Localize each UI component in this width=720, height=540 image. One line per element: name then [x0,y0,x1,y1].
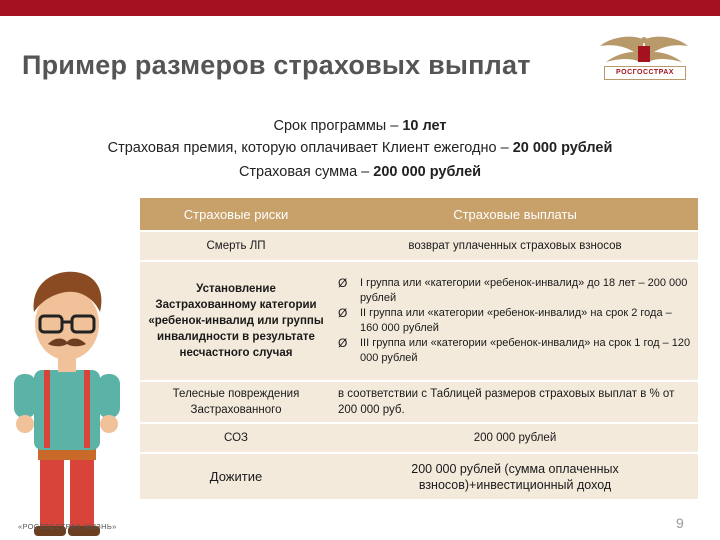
table-row [140,453,698,499]
intro-term [40,118,680,134]
risk-cell: Смерть ЛП [140,231,332,261]
top-accent-bar [0,0,720,16]
table-row [140,231,698,261]
intro-premium-label: Страховая премия, которую оплачивает Клиент ежегодно – [107,140,513,156]
hipster-character-illustration [0,262,140,540]
arrow-bullet-icon: Ø [338,306,348,320]
intro-sum-label: Страховая сумма – [238,164,374,180]
footer-company: «РОСГОССТРАХ ЖИЗНЬ» [18,522,117,531]
page-number: 9 [676,515,684,531]
intro-term-value: 10 лет [402,118,447,134]
header-risks: Страховые риски [140,198,332,231]
risk-cell: СОЗ [140,423,332,453]
intro-premium [40,140,680,156]
intro-sum-value: 200 000 рублей [373,164,482,180]
list-item: Ø III группа или «категории «ребенок-инвалид» на срок 1 год – 120 000 рублей [338,336,691,364]
risk-cell: Дожитие [140,453,332,499]
intro-term-label: Срок программы – [273,118,403,134]
arrow-bullet-icon: Ø [338,336,348,350]
arrow-bullet-icon: Ø [338,276,348,290]
payout-cell: возврат уплаченных страховых взносов [332,231,698,261]
payout-cell: 200 000 рублей [332,423,698,453]
list-item: Ø I группа или «категории «ребенок-инвалид» до 18 лет – 200 000 рублей [338,276,688,304]
payout-list [338,276,692,366]
risk-cell: Телесные повреждения Застрахованного [140,381,332,423]
list-item: Ø II группа или «категории «ребенок-инвалид» на срок 2 года – 160 000 рублей [338,306,672,334]
table-row [140,423,698,453]
payout-cell: в соответствии с Таблицей размеров страховых выплат в % от 200 000 руб. [332,381,698,423]
intro-sum [40,164,680,180]
logo-wordmark: РОСГОССТРАХ [604,66,686,80]
risk-cell: Установление Застрахованному категории «ребенок-инвалид или группы инвалидности в результате несчастного случая [140,261,332,381]
payout-cell: 200 000 рублей (сумма оплаченных взносов)+инвестиционный доход [332,453,698,499]
payout-cell [332,261,698,381]
slide-title: Пример размеров страховых выплат [22,50,531,80]
header-payouts: Страховые выплаты [332,198,698,231]
table-header-row [140,198,698,231]
insurance-payouts-table [140,198,698,499]
table-row [140,261,698,381]
intro-premium-value: 20 000 рублей [512,140,613,156]
table-row [140,381,698,423]
